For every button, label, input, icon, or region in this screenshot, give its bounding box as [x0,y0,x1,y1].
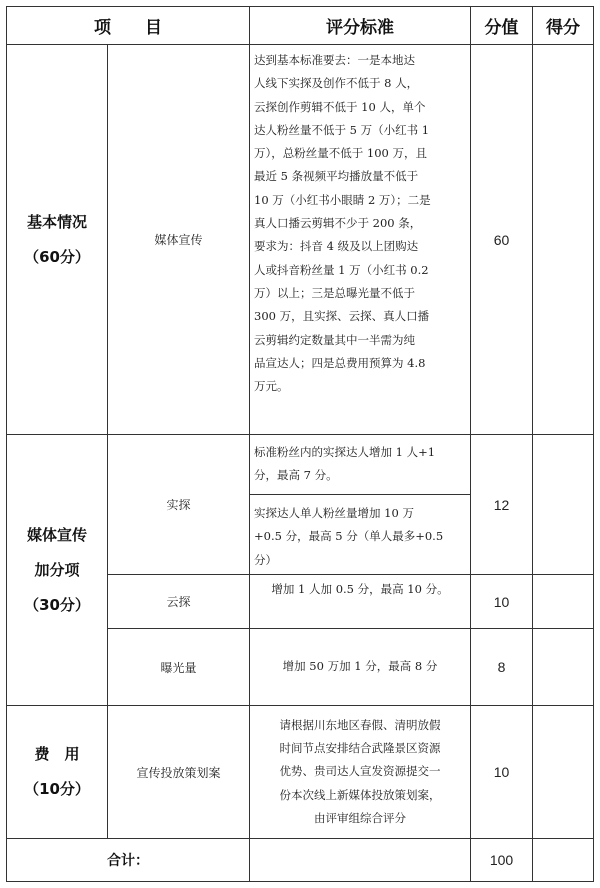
criteria-basic: 达到基本标准要去：一是本地达 人线下实探及创作不低于 8 人， 云探创作剪辑不低于 10 人，单个 达人粉丝量不低于 5 万（小红书 1 万），总粉丝量不低于 100 万，且 最近 5 条视频平均播放量不低于 10 万（小红书小眼睛 2 万）；二是 真人口播云剪辑不少于 200 条， 要求为：抖音 4 级及以上团购达 人或抖音粉丝量 1 万（小红书 0.2 万）以上；三是总曝光量不低于 300 万，且实探、云探、真人口播 云剪辑约定数量其中一半需为纯 品宣达人；四是总费用预算为 4.8 万元。 [254,53,431,394]
header-score: 得分 [546,18,580,38]
category-weight: （30分） [24,595,90,614]
value-cost: 10 [493,764,510,780]
sub-item-exposure: 曝光量 [160,660,197,675]
table-border [6,881,594,882]
category-title: 费 用 [34,745,80,763]
table-border [593,6,594,882]
criteria-yuntan: 增加 1 人加 0.5 分，最高 10 分。 [271,582,449,597]
value-shitan: 12 [493,496,510,513]
value-exposure: 8 [497,659,506,675]
table-rule [249,494,470,495]
criteria-shitan-2: 实探达人单人粉丝量增加 10 万 +0.5 分，最高 5 分（单人最多+0.5 分） [254,506,444,567]
total-label: 合计： [107,853,149,869]
category-weight: （10分） [24,780,90,798]
category-title: 基本情况 [26,212,87,231]
category-basic [7,45,107,434]
category-title: 媒体宣传 [26,525,87,544]
category-weight: （60分） [24,247,90,266]
value-basic: 60 [493,231,510,248]
criteria-cost: 请根据川东地区春假、清明放假 时间节点安排结合武隆景区资源 优势、贵司达人宣发资源提交一 份本次线上新媒体投放策划案， 由评审组综合评分 [279,717,441,825]
sub-item-yuntan: 云探 [166,595,191,609]
category-title-line2: 加分项 [34,560,80,579]
total-value: 100 [489,852,514,868]
sub-item-media: 媒体宣传 [154,233,203,247]
criteria-exposure: 增加 50 万加 1 分，最高 8 分 [282,659,438,674]
category-cost [7,706,107,838]
header-value: 分值 [484,18,519,38]
header-criteria: 评分标准 [326,18,394,38]
header-item: 项 目 [94,18,162,38]
criteria-shitan-1: 标准粉丝内的实探达人增加 1 人+1 分，最高 7 分。 [254,445,436,483]
table-rule [532,6,533,882]
sub-item-plan: 宣传投放策划案 [136,765,221,780]
sub-item-shitan: 实探 [166,498,191,512]
value-yuntan: 10 [493,593,510,610]
category-media-bonus [7,435,107,705]
